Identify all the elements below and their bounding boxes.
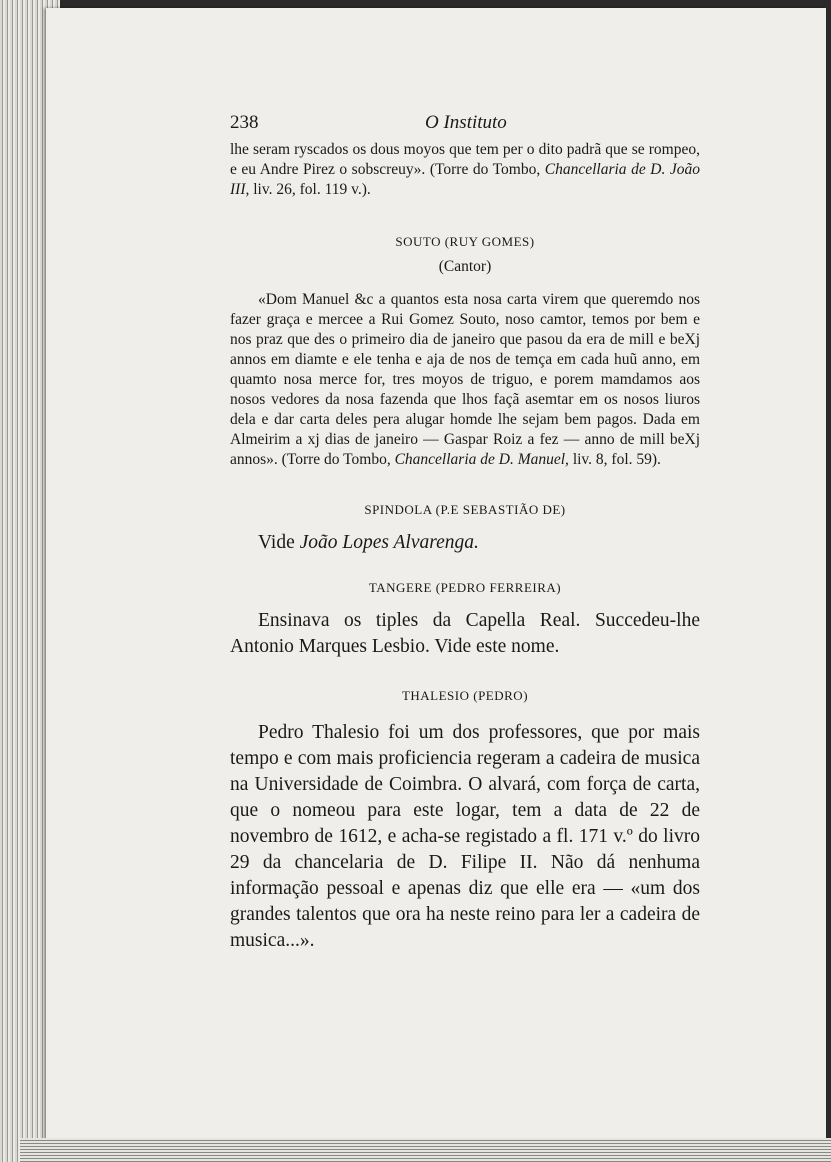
- continuation-paragraph: lhe seram ryscados os dous moyos que tem per o dito padrã que se rompeo, e eu Andre Pirez o sobscreuy». (Torre do Tombo, Chancellaria de D. João III, liv. 26, fol. 119 v.).: [230, 141, 700, 198]
- page-number: 238: [230, 112, 259, 133]
- running-title: O Instituto: [425, 112, 507, 133]
- thalesio-paragraph: Pedro Thalesio foi um dos professores, que por mais tempo e com mais proficiencia regeram a cadeira de musica na Universidade de Coimbra. O alvará, com força de carta, que o nomeou para este logar, tem a data de 22 de novembro de 1612, e acha-se registado a fl. 171 v.º do livro 29 da chancelaria de D. Filipe II. Não dá nenhuma informação pessoal e apenas diz que elle era — «um dos grandes talentos que ora ha neste reino para ler a cadeira de musica...».: [230, 722, 700, 951]
- heading-tangere: TANGERE (PEDRO FERREIRA): [368, 580, 562, 595]
- cross-reference: Vide João Lopes Alvarenga.: [258, 532, 479, 553]
- tangere-paragraph: Ensinava os tiples da Capella Real. Succedeu-lhe Antonio Marques Lesbio. Vide este nome.: [230, 610, 700, 657]
- page-stack-bottom: [20, 1138, 831, 1162]
- heading-souto: SOUTO (RUY GOMES): [395, 234, 535, 249]
- document-quote: «Dom Manuel &c a quantos esta nosa carta virem que queremdo nos fazer graça e mercee a Rui Gomez Souto, noso camtor, temos por bem e nos praz que des o primeiro dia de janeiro que pasou da era de mill e beXj annos em diamte e ele tenha e aja de nos de temça em cada huũ anno, em quamto nosa merce for, tres moyos de triguo, e porem mamdamos aos nosos vedores da nosa fazenda que lhos façã asemtar em os nosos liuros dela e dar carta deles pera alugar homde lhe sejam bem pagos. Dada em Almeirim a xj dias de janeiro — Gaspar Roiz a fez — anno de mill beXj annos». (Torre do Tombo, Chancellaria de D. Manuel, liv. 8, fol. 59).: [230, 291, 700, 468]
- page-content: [230, 112, 700, 954]
- subheading-cantor: (Cantor): [438, 258, 492, 275]
- heading-spindola: SPINDOLA (P.E SEBASTIÃO DE): [364, 502, 566, 517]
- heading-thalesio: THALESIO (PEDRO): [401, 688, 529, 703]
- running-header: [230, 112, 700, 140]
